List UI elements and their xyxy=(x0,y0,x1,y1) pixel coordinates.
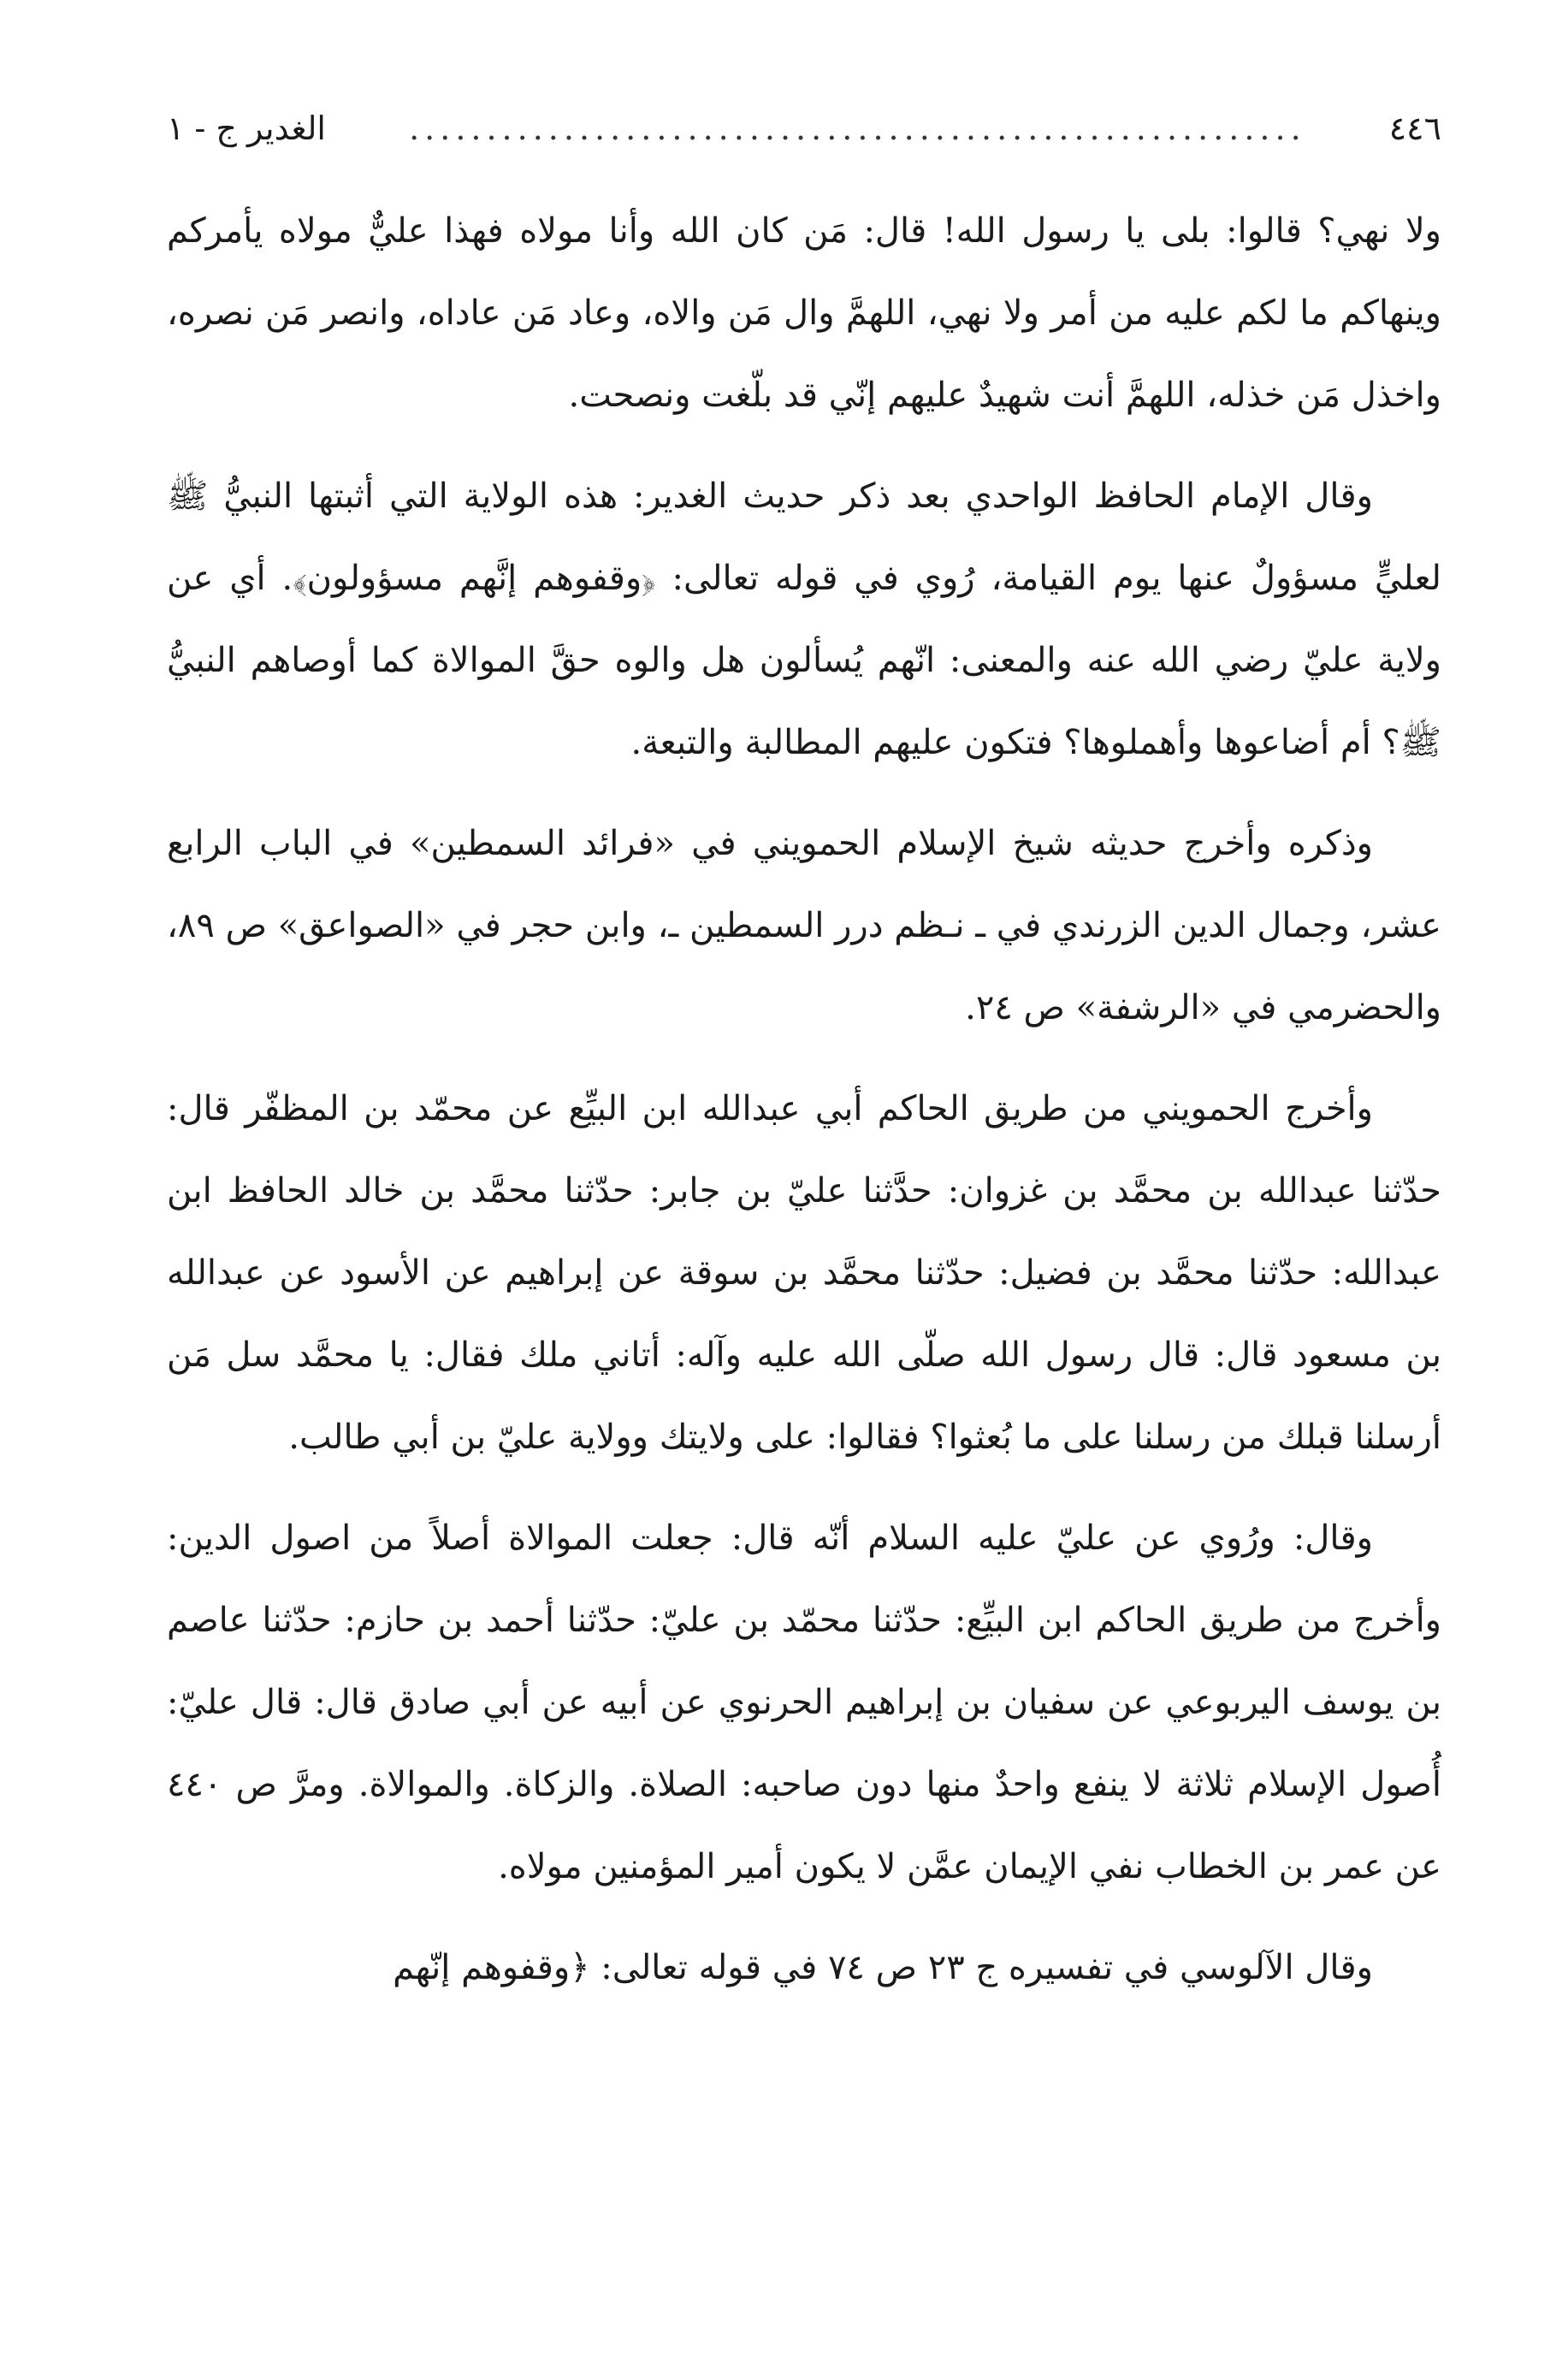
dot-leader: .......................................................... xyxy=(409,110,1306,147)
paragraph-wahidi: وقال الإمام الحافظ الواحدي بعد ذكر حديث الغدير: هذه الولاية التي أثبتها النبيُّ ﷺ لعليٍّ مسؤولٌ عنها يوم القيامة، رُوي في قوله تعالى: ﴿وقفوهم إنَّهم مسؤولون﴾. أي عن ولاية عليّ رضي الله عنه والمعنى: انّهم يُسألون هل والوه حقَّ الموالاة كما أوصاهم النبيُّ ﷺ؟ أم أضاعوها وأهملوها؟ فتكون عليهم المطالبة والتبعة. xyxy=(167,477,1441,762)
paragraph-continuation: ولا نهي؟ قالوا: بلى يا رسول الله! قال: مَن كان الله وأنا مولاه فهذا عليٌّ مولاه يأمركم وينهاكم ما لكم عليه من أمر ولا نهي، اللهمَّ وال مَن والاه، وعاد مَن عاداه، وانصر مَن نصره، واخذل مَن خذله، اللهمَّ أنت شهيدٌ عليهم إنّي قد بلّغت ونصحت. xyxy=(167,211,1442,415)
paragraph-alusi: وقال الآلوسي في تفسيره ج ٢٣ ص ٧٤ في قوله تعالى: ﴿وقفوهم إنّهم xyxy=(393,1948,1373,1987)
running-header xyxy=(167,103,1441,154)
page xyxy=(167,103,1441,2009)
paragraph-hamawini-sources: وذكره وأخرج حديثه شيخ الإسلام الحمويني في «فرائد السمطين» في الباب الرابع عشر، وجمال الدين الزرندي في ـ نـظم درر السمطين ـ، وابن حجر في «الصواعق» ص ٨٩، والحضرمي في «الرشفة» ص ٢٤. xyxy=(167,824,1441,1027)
book-title: الغدير ج - ١ xyxy=(167,110,326,147)
paragraph-ali-muwalat: وقال: ورُوي عن عليّ عليه السلام أنّه قال: جعلت الموالاة أصلاً من اصول الدين: وأخرج من طريق الحاكم ابن البيِّع: حدّثنا محمّد بن عليّ: حدّثنا أحمد بن حازم: حدّثنا عاصم بن يوسف اليربوعي عن سفيان بن إبراهيم الحرنوي عن أبيه عن أبي صادق قال: قال عليّ: أُصول الإسلام ثلاثة لا ينفع واحدٌ منها دون صاحبه: الصلاة. والزكاة. والموالاة. ومرَّ ص ٤٤٠ عن عمر بن الخطاب نفي الإيمان عمَّن لا يكون أمير المؤمنين مولاه. xyxy=(167,1519,1441,1886)
body-text xyxy=(167,190,1441,2009)
page-number: ٤٤٦ xyxy=(1388,110,1441,147)
paragraph-hamawini-hadith: وأخرج الحمويني من طريق الحاكم أبي عبدالله ابن البيِّع عن محمّد بن المظفّر قال: حدّثنا عبدالله بن محمَّد بن غزوان: حدَّثنا عليّ بن جابر: حدّثنا محمَّد بن خالد الحافظ ابن عبدالله: حدّثنا محمَّد بن فضيل: حدّثنا محمَّد بن سوقة عن إبراهيم عن الأسود عن عبدالله بن مسعود قال: قال رسول الله صلّى الله عليه وآله: أتاني ملك فقال: يا محمَّد سل مَن أرسلنا قبلك من رسلنا على ما بُعثوا؟ فقالوا: على ولايتك وولاية عليّ بن أبي طالب. xyxy=(167,1089,1441,1457)
